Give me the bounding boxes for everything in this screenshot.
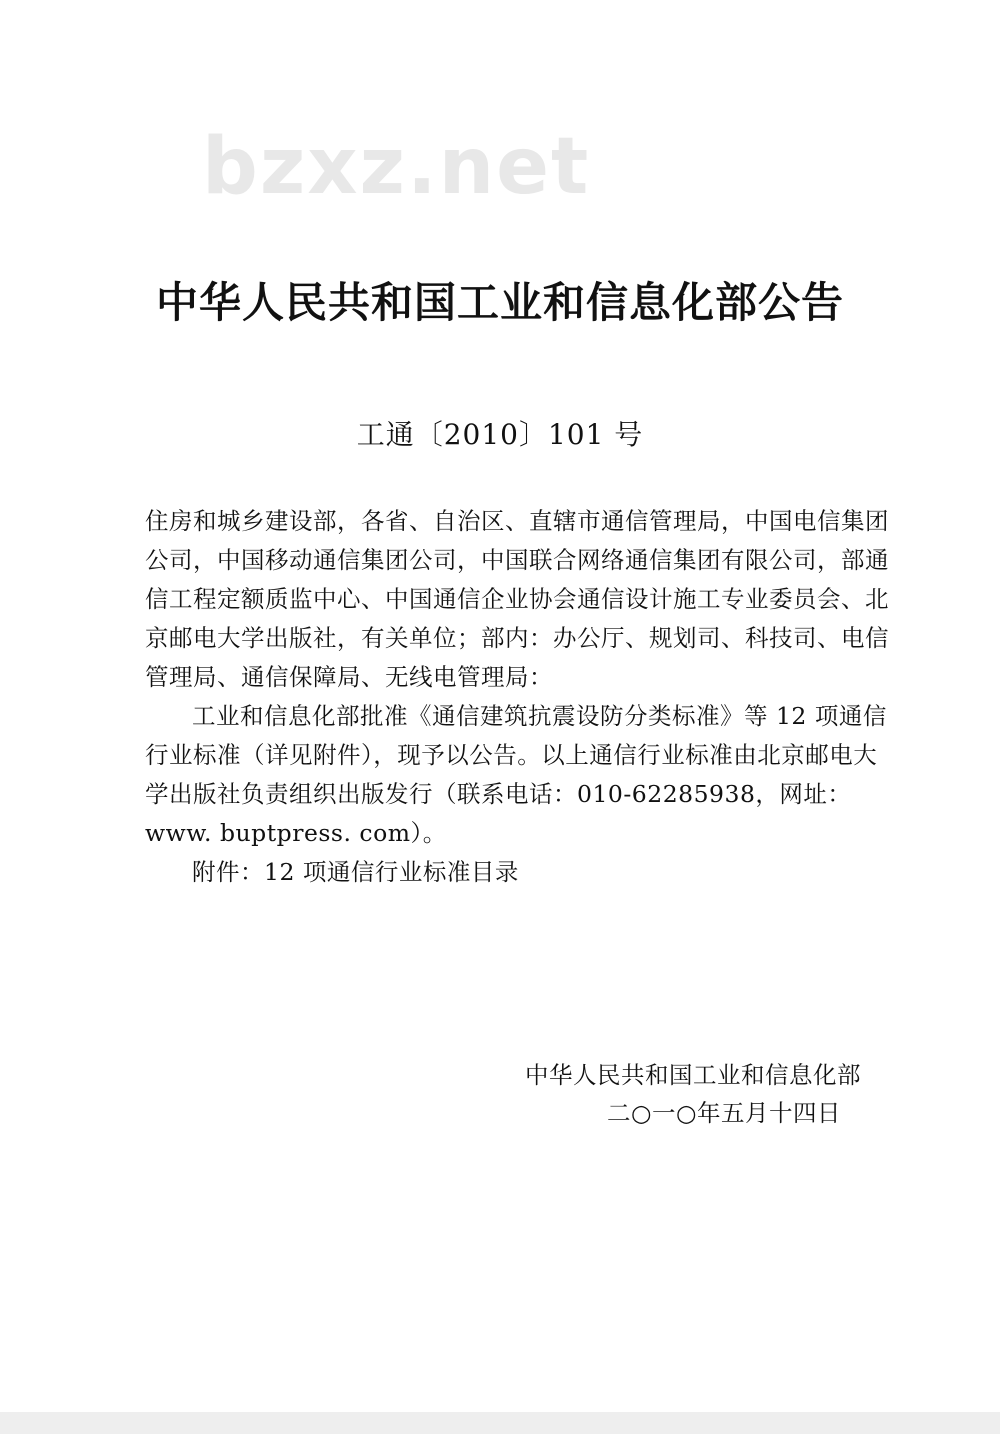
- issue-date: 二○一○年五月十四日: [607, 1099, 842, 1127]
- recipients-paragraph: 住房和城乡建设部，各省、自治区、直辖市通信管理局，中国电信集团公司，中国移动通信集团公司，中国联合网络通信集团有限公司，部通信工程定额质监中心、中国通信企业协会通信设计施工专业委员会、北京邮电大学出版社，有关单位；部内：办公厅、规划司、科技司、电信管理局、通信保障局、无线电管理局：: [145, 507, 889, 691]
- announcement-paragraph: 工业和信息化部批准《通信建筑抗震设防分类标准》等 12 项通信行业标准（详见附件），现予以公告。以上通信行业标准由北京邮电大学出版社负责组织出版发行（联系电话：010-62285938，网址：www. buptpress. com）。: [145, 702, 887, 847]
- watermark: bzxz.net: [202, 122, 591, 212]
- document-number: 工通〔2010〕101 号: [356, 418, 644, 451]
- announcement-body: [145, 502, 895, 892]
- issuer-name: 中华人民共和国工业和信息化部: [525, 1061, 861, 1089]
- attachment-line: 附件：12 项通信行业标准目录: [192, 858, 519, 886]
- viewer-bottom-bar: [0, 1412, 1000, 1434]
- signature-block: [525, 1056, 945, 1132]
- page-title: 中华人民共和国工业和信息化部公告: [155, 278, 844, 327]
